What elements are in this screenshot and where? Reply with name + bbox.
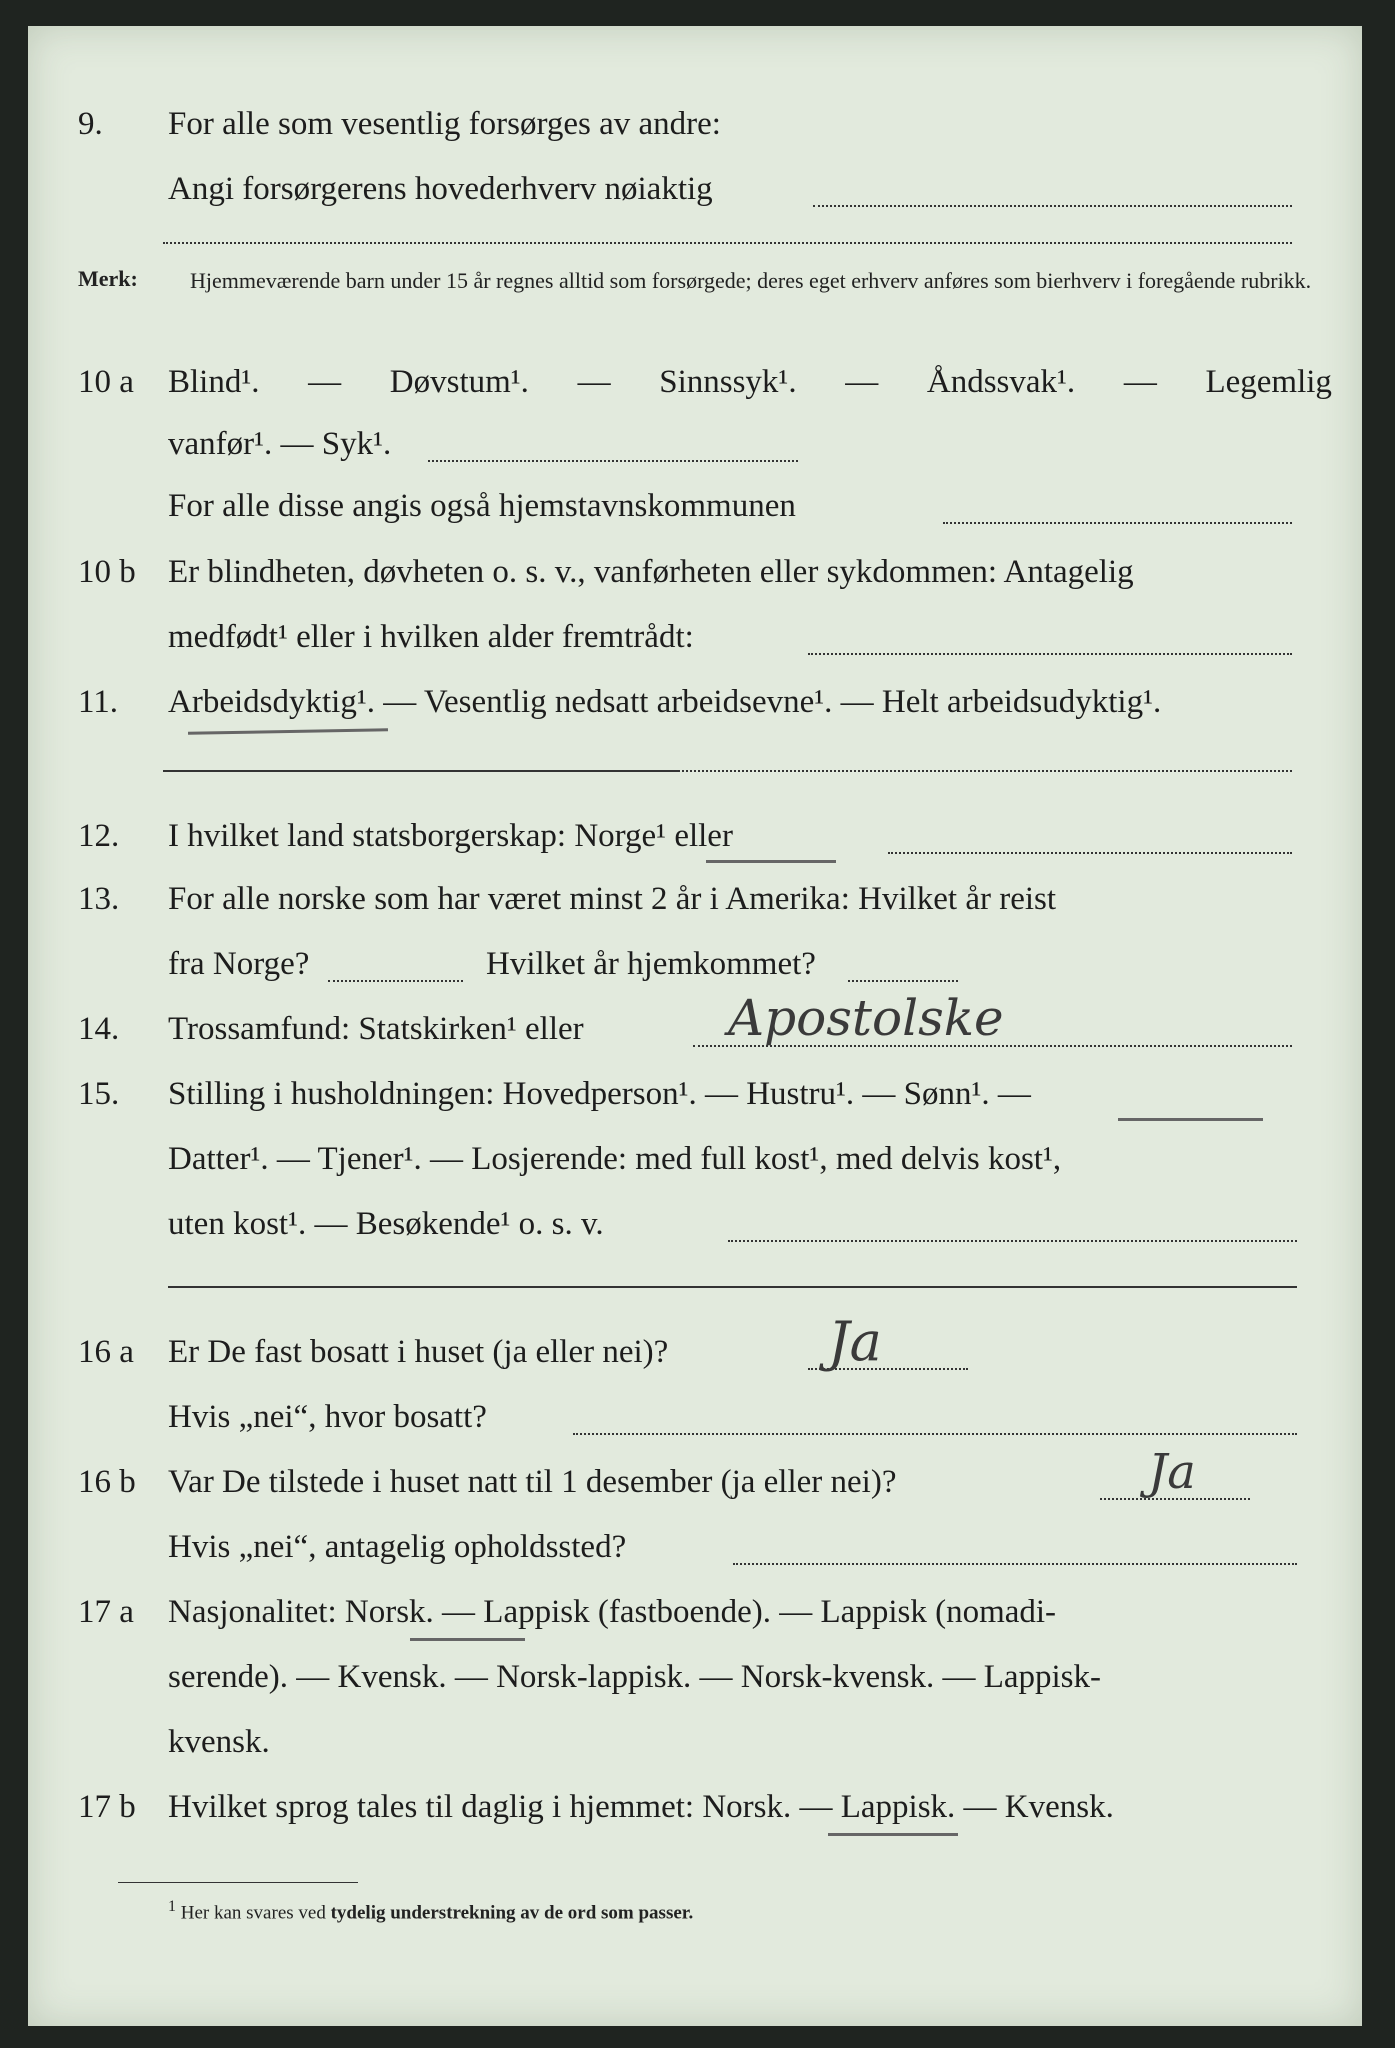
- question-text: Er De fast bosatt i huset (ja eller nei)?: [168, 1334, 669, 1370]
- question-11: [28, 674, 1362, 736]
- handwritten-answer: Ja: [828, 1310, 882, 1373]
- question-17a: [28, 1584, 1362, 1646]
- note-label: Merk:: [78, 266, 138, 291]
- option-andssvak: Åndssvak¹.: [926, 364, 1076, 400]
- dash: —: [1123, 364, 1157, 400]
- answer-line[interactable]: [573, 1433, 1297, 1435]
- footnote-bold-text: tydelig understrekning av de ord som passer.: [330, 1902, 694, 1924]
- option-dovstum: Døvstum¹.: [389, 364, 529, 400]
- question-text: medfødt¹ eller i hvilken alder fremtrådt:: [168, 619, 694, 655]
- question-number: 16 a: [78, 1334, 134, 1370]
- question-9-line-2: [28, 161, 1362, 223]
- question-text: vanfør¹. — Syk¹.: [168, 426, 392, 462]
- question-text: Er blindheten, døvheten o. s. v., vanførheten eller sykdommen: Antagelig: [168, 554, 1134, 590]
- question-10a-line-2: [28, 416, 1362, 478]
- question-text: Hvis „nei“, hvor bosatt?: [168, 1399, 487, 1435]
- question-text: serende). — Kvensk. — Norsk-lappisk. — Norsk-kvensk. — Lappisk-: [168, 1659, 1102, 1695]
- option-blind: Blind¹.: [168, 364, 260, 400]
- separator-line: [168, 1286, 1297, 1288]
- handwritten-underline: [188, 728, 388, 734]
- question-number: 17 b: [78, 1789, 136, 1825]
- question-text: Stilling i husholdningen: Hovedperson¹. — Hustru¹. — Sønn¹. —: [168, 1076, 1031, 1112]
- separator-line: [163, 770, 678, 772]
- question-14: [28, 989, 1362, 1063]
- footnote: [168, 1898, 693, 1924]
- question-15-line-2: [28, 1131, 1362, 1193]
- footnote-separator: [118, 1882, 358, 1883]
- question-16b: [28, 1444, 1362, 1516]
- question-number: 10 b: [78, 554, 136, 590]
- question-16a-line-2: [28, 1389, 1362, 1451]
- question-16a: [28, 1310, 1362, 1386]
- answer-line[interactable]: [808, 653, 1292, 655]
- answer-line[interactable]: [428, 460, 798, 462]
- question-text: For alle som vesentlig forsørges av andre:: [168, 106, 721, 142]
- question-10b: [28, 544, 1362, 606]
- question-17b: [28, 1779, 1362, 1841]
- dash: —: [308, 364, 342, 400]
- question-number: 15.: [78, 1076, 120, 1112]
- question-text: uten kost¹. — Besøkende¹ o. s. v.: [168, 1206, 604, 1242]
- question-15-line-3: [28, 1196, 1362, 1258]
- answer-line[interactable]: [328, 980, 463, 982]
- question-number: 12.: [78, 818, 120, 854]
- answer-line[interactable]: [943, 522, 1292, 524]
- option-sinnssyk: Sinnssyk¹.: [659, 364, 797, 400]
- question-number: 14.: [78, 1011, 120, 1047]
- handwritten-underline: [706, 860, 836, 863]
- question-9: [28, 96, 1362, 158]
- answer-line[interactable]: [733, 1563, 1297, 1565]
- question-text: For alle disse angis også hjemstavnskommunen: [168, 488, 796, 524]
- question-text: [168, 364, 1332, 401]
- question-number: 16 b: [78, 1464, 136, 1500]
- question-number: 9.: [78, 106, 103, 142]
- question-number: 17 a: [78, 1594, 134, 1630]
- question-text: I hvilket land statsborgerskap: Norge¹ eller: [168, 818, 733, 854]
- question-text: Hvis „nei“, antagelig opholdssted?: [168, 1529, 627, 1565]
- handwritten-underline: [410, 1638, 525, 1641]
- question-text: Hvilket år hjemkommet?: [486, 946, 816, 982]
- question-17a-line-3: [28, 1714, 1362, 1776]
- handwritten-underline: [1118, 1118, 1263, 1121]
- question-text: Hvilket sprog tales til daglig i hjemmet: Norsk. — Lappisk. — Kvensk.: [168, 1789, 1114, 1825]
- question-16b-line-2: [28, 1519, 1362, 1581]
- handwritten-answer: Ja: [1148, 1444, 1196, 1500]
- question-10a: [28, 354, 1362, 416]
- question-text: Datter¹. — Tjener¹. — Losjerende: med full kost¹, med delvis kost¹,: [168, 1141, 1062, 1177]
- answer-line[interactable]: [813, 205, 1292, 207]
- answer-line[interactable]: [848, 980, 958, 982]
- question-13: [28, 871, 1362, 933]
- dash: —: [577, 364, 611, 400]
- question-number: 10 a: [78, 364, 134, 400]
- question-text: Var De tilstede i huset natt til 1 desember (ja eller nei)?: [168, 1464, 897, 1500]
- option-legemlig: Legemlig: [1205, 364, 1332, 400]
- answer-line[interactable]: [163, 242, 1292, 244]
- census-form-page: [28, 26, 1362, 2026]
- question-15: [28, 1066, 1362, 1128]
- question-10a-line-3: [28, 478, 1362, 540]
- footnote-text: Her kan svares ved: [180, 1902, 326, 1924]
- question-17a-line-2: [28, 1649, 1362, 1711]
- footnote-mark: 1: [168, 1898, 176, 1915]
- question-text: kvensk.: [168, 1724, 270, 1760]
- question-text: Arbeidsdyktig¹. — Vesentlig nedsatt arbeidsevne¹. — Helt arbeidsudyktig¹.: [168, 684, 1162, 720]
- question-text: Nasjonalitet: Norsk. — Lappisk (fastboende). — Lappisk (nomadi-: [168, 1594, 1057, 1630]
- question-13-line-2: [28, 936, 1362, 998]
- question-text: fra Norge?: [168, 946, 310, 982]
- handwritten-underline: [828, 1833, 958, 1836]
- question-number: 11.: [78, 684, 119, 720]
- answer-line[interactable]: [888, 852, 1292, 854]
- question-12: [28, 808, 1362, 870]
- question-number: 13.: [78, 881, 120, 917]
- question-text: Trossamfund: Statskirken¹ eller: [168, 1011, 584, 1047]
- answer-line[interactable]: [678, 770, 1292, 772]
- dash: —: [845, 364, 879, 400]
- handwritten-answer: Apostolske: [728, 989, 1004, 1047]
- answer-line[interactable]: [728, 1240, 1297, 1242]
- question-10b-line-2: [28, 609, 1362, 671]
- question-text: For alle norske som har været minst 2 år i Amerika: Hvilket år reist: [168, 881, 1057, 917]
- note-text: Hjemmeværende barn under 15 år regnes alltid som forsørgede; deres eget erhverv anføres som bierhverv i foregående rubrikk.: [190, 268, 1312, 293]
- question-text: Angi forsørgerens hovederhverv nøiaktig: [168, 171, 713, 207]
